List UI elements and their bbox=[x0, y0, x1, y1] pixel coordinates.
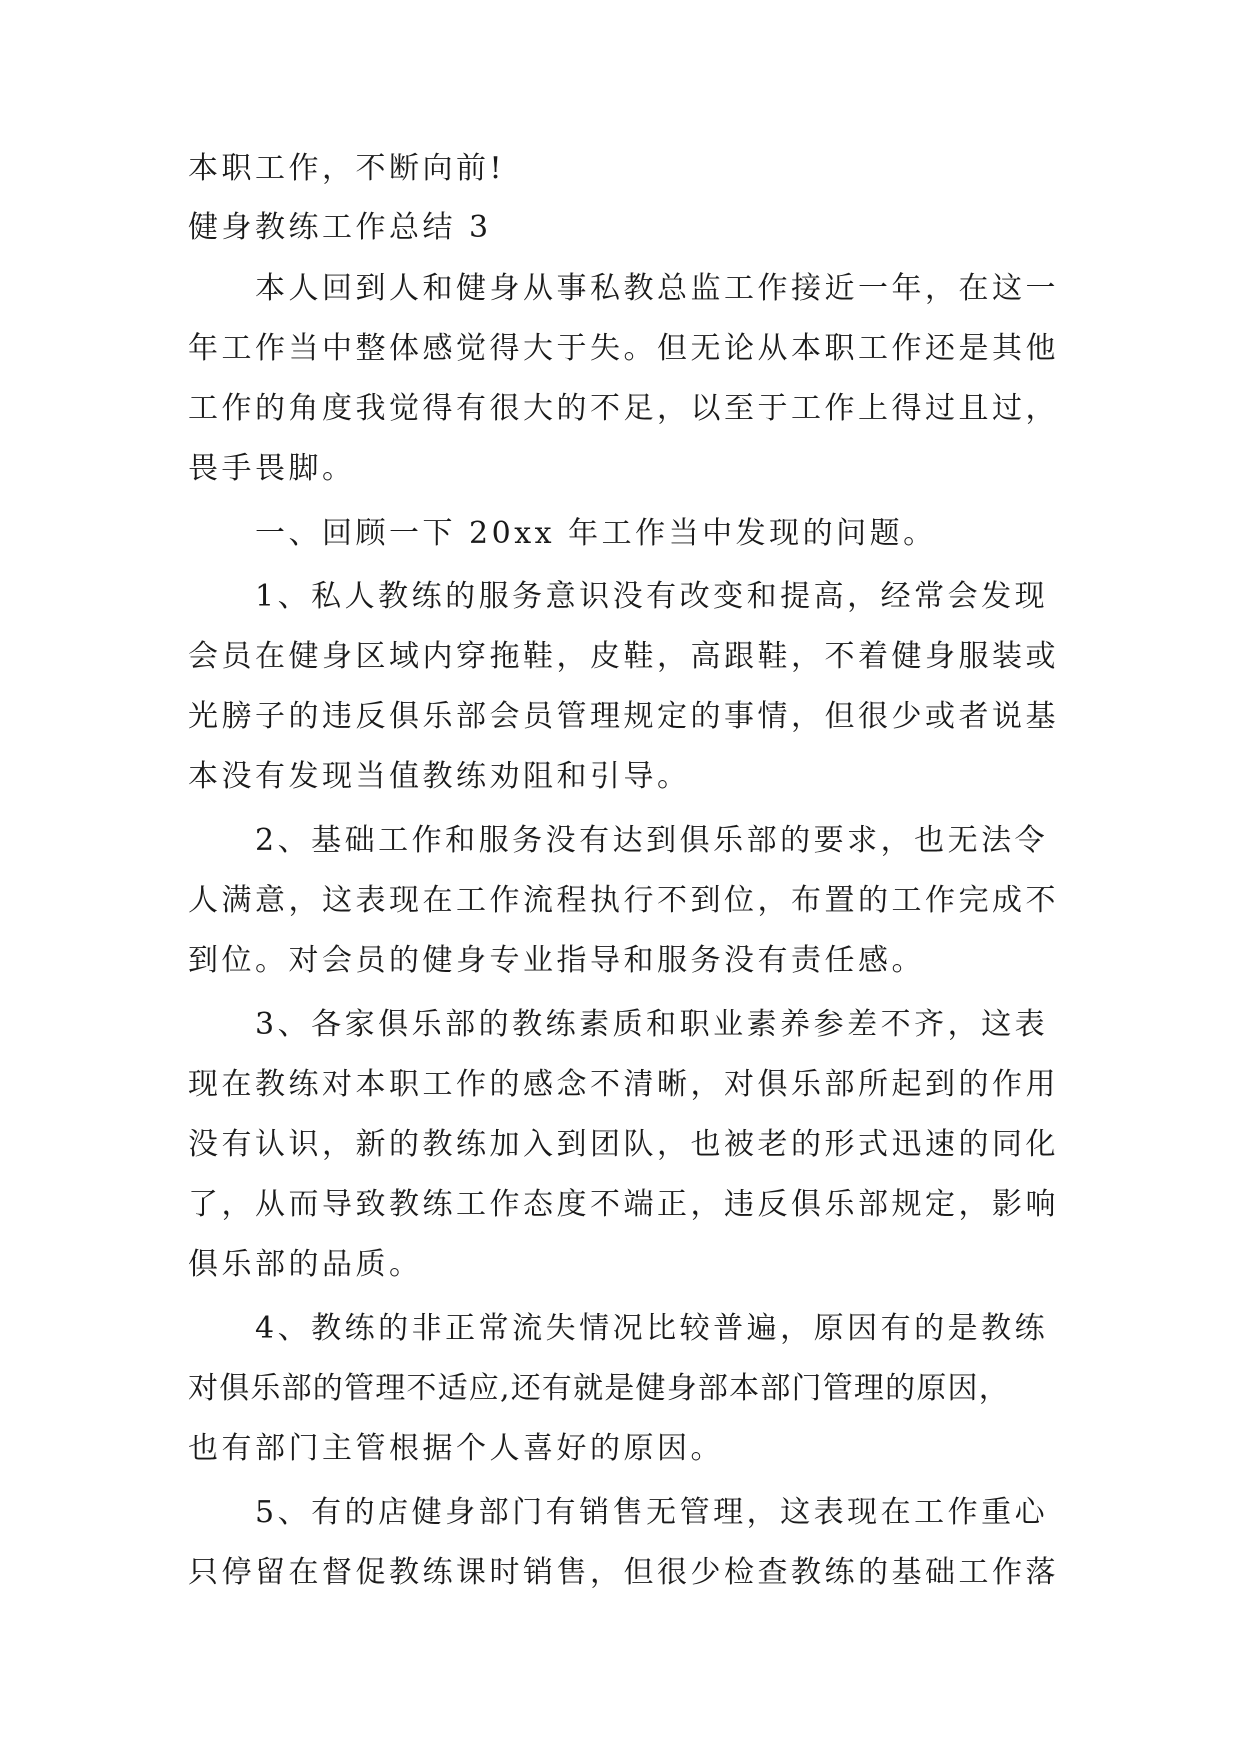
text-line-20: 4、教练的非正常流失情况比较普遍，原因有的是教练 bbox=[255, 1311, 1049, 1346]
text-line-17: 没有认识，新的教练加入到团队，也被老的形式迅速的同化 bbox=[188, 1127, 1059, 1162]
text-line-4: 年工作当中整体感觉得大于失。但无论从本职工作还是其他 bbox=[188, 331, 1059, 366]
text-line-5: 工作的角度我觉得有很大的不足，以至于工作上得过且过， bbox=[188, 391, 1059, 426]
text-line-9: 会员在健身区域内穿拖鞋，皮鞋，高跟鞋，不着健身服装或 bbox=[188, 639, 1059, 674]
text-line-8: 1、私人教练的服务意识没有改变和提高，经常会发现 bbox=[255, 579, 1049, 614]
text-line-10: 光膀子的违反俱乐部会员管理规定的事情，但很少或者说基 bbox=[188, 699, 1059, 734]
text-line-11: 本没有发现当值教练劝阻和引导。 bbox=[188, 759, 691, 794]
text-line-12: 2、基础工作和服务没有达到俱乐部的要求，也无法令 bbox=[255, 823, 1049, 858]
text-line-3: 本人回到人和健身从事私教总监工作接近一年，在这一 bbox=[255, 271, 1059, 306]
text-line-1: 本职工作，不断向前! bbox=[188, 151, 506, 186]
text-line-6: 畏手畏脚。 bbox=[188, 451, 356, 486]
text-line-15: 3、各家俱乐部的教练素质和职业素养参差不齐，这表 bbox=[255, 1007, 1049, 1042]
text-line-18: 了，从而导致教练工作态度不端正，违反俱乐部规定，影响 bbox=[188, 1187, 1059, 1222]
section-heading: 健身教练工作总结 3 bbox=[188, 210, 492, 245]
text-line-13: 人满意，这表现在工作流程执行不到位，布置的工作完成不 bbox=[188, 883, 1059, 918]
text-line-21: 对俱乐部的管理不适应,还有就是健身部本部门管理的原因， bbox=[188, 1371, 1010, 1406]
text-line-14: 到位。对会员的健身专业指导和服务没有责任感。 bbox=[188, 943, 925, 978]
text-line-7: 一、回顾一下 20xx 年工作当中发现的问题。 bbox=[255, 516, 937, 551]
text-line-23: 5、有的店健身部门有销售无管理，这表现在工作重心 bbox=[255, 1495, 1049, 1530]
text-line-16: 现在教练对本职工作的感念不清晰，对俱乐部所起到的作用 bbox=[188, 1067, 1059, 1102]
text-line-19: 俱乐部的品质。 bbox=[188, 1247, 423, 1282]
text-line-24: 只停留在督促教练课时销售，但很少检查教练的基础工作落 bbox=[188, 1555, 1059, 1590]
text-line-22: 也有部门主管根据个人喜好的原因。 bbox=[188, 1431, 724, 1466]
